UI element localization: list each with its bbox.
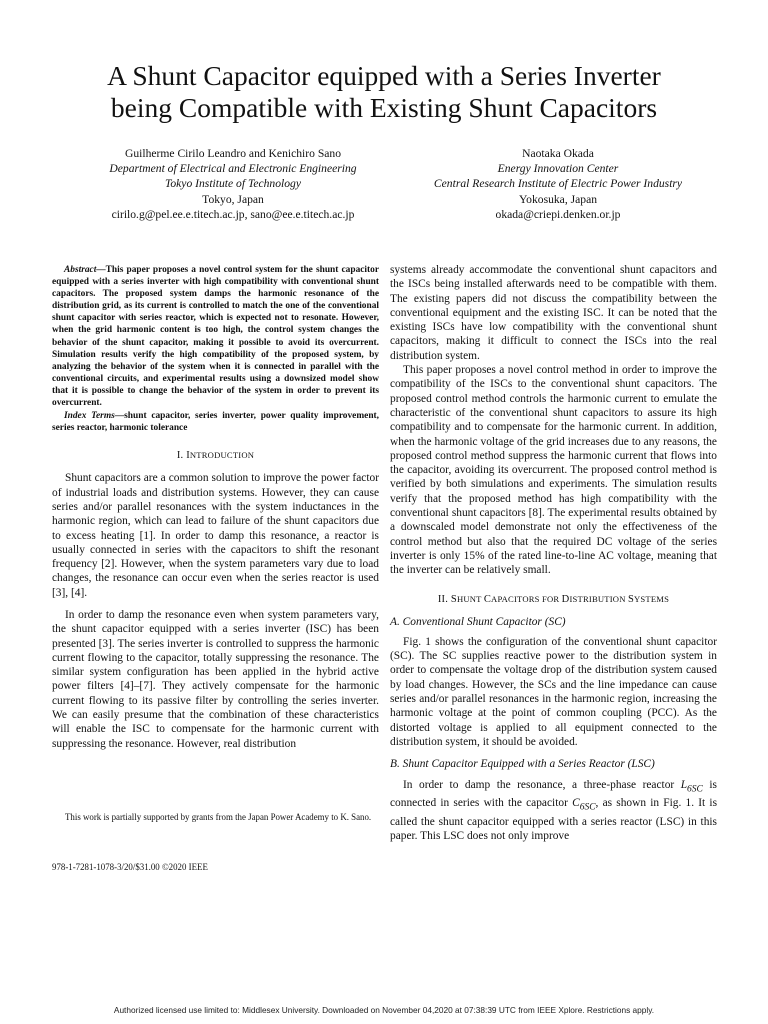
index-terms-label: Index Terms — [64, 411, 115, 422]
author-location: Tokyo, Japan — [202, 192, 264, 206]
symbol-L: L — [680, 778, 688, 791]
section-title-part: APACITORS FOR — [491, 593, 562, 604]
author-institute: Tokyo Institute of Technology — [164, 177, 301, 191]
left-column — [52, 264, 379, 751]
author-department: Energy Innovation Center — [497, 162, 619, 176]
index-terms — [52, 410, 379, 434]
text-run: In order to damp the resonance, a three-phase reactor — [403, 778, 681, 791]
author-email: okada@criepi.denken.or.jp — [495, 207, 621, 221]
symbol-subscript: 6SC — [579, 802, 596, 813]
symbol-subscript: 6SC — [687, 783, 703, 794]
section-title-part: HUNT — [456, 593, 484, 604]
subsection-heading-a: A. Conventional Shunt Capacitor (SC) — [390, 615, 566, 628]
paper-title — [40, 60, 728, 124]
title-line-2: being Compatible with Existing Shunt Capacitors — [110, 92, 658, 123]
author-block-left — [52, 146, 414, 222]
section-title-part: YSTEMS — [634, 593, 670, 604]
abstract-label: Abstract — [64, 265, 97, 275]
copyright-line: 978-1-7281-1078-3/20/$31.00 ©2020 IEEE — [52, 862, 208, 872]
section-title-cap: S — [627, 593, 635, 605]
section-numeral: II. S — [437, 593, 457, 605]
paragraph: systems already accommodate the conventional shunt capacitors and the ISCs being installed afterwards need to be compatible with them. The existing papers did not discuss the compatibility between the conventional equipment and the existing ISC. It can be noted that the existing ISCs have low compatibility with the conventional shunt capacitors, making it difficult to connect the ISCs into the real distribution system. — [390, 264, 717, 362]
paragraph: In order to damp the resonance even when system parameters vary, the shunt capacitor equipped with a series inverter (ISC) has been presented [3]. The series inverter is controlled to suppress the harmonic current flowing to the capacitor, totally suppressing the resonance. The similar system configuration has been applied in the hybrid active power filters [4]–[7]. They actively compensate for the harmonic current flowing to its passive filter by controlling the series inverter. We can easily presume that the combination of these characteristics will enable the ISC to compensate for the harmonic current with suppressing the resonance. However, real distribution — [52, 608, 379, 750]
section-title-cap: C — [483, 593, 492, 605]
author-block-right — [398, 146, 718, 222]
author-location: Yokosuka, Japan — [518, 192, 598, 206]
symbol-C: C — [572, 797, 580, 810]
license-notice: Authorized licensed use limited to: Middlesex University. Downloaded on November 04,2020 at 07:38:39 UTC from IEEE Xplore. Restrictions apply. — [113, 1005, 655, 1015]
paragraph: This paper proposes a novel control method in order to improve the compatibility of the ISCs to the conventional shunt capacitors. The proposed control method controls the harmonic current to emulate the characteristic of the conventional shunt capacitors to assure its high compatibility and to compensate for the harmonic current. In addition, when the harmonic voltage of the grid increases due to any reasons, the proposed control method suppress the harmonic current that flows into the capacitor, avoiding its overcurrent. The proposed control method is verified by both simulations and experiments. The simulation results verify that the proposed method has high compatibility with the conventional shunt capacitors [8]. The experimental results obtained by a downscaled model demonstrate not only the effectiveness of the control method but also that the required DC voltage of the series inverter is only 15% of the rated line-to-line AC voltage, meaning that the inverter can be relatively small. — [390, 364, 717, 577]
section-heading-shunt-capacitors — [390, 593, 717, 606]
abstract — [52, 264, 379, 409]
paragraph — [390, 778, 717, 844]
paragraph: Fig. 1 shows the configuration of the conventional shunt capacitor (SC). The SC supplies reactive power to the distribution system in order to compensate the voltage drop of the distribution system caused by load changes. However, the SCs and the line impedance can cause series and/or parallel resonances in the harmonic region, increasing the harmonic voltage at the point of common coupling (PCC). As the distorted voltage is applied to all equipment connected to the distribution system, it should be avoided. — [390, 635, 717, 748]
author-names: Guilherme Cirilo Leandro and Kenichiro Sano — [124, 147, 342, 160]
section-heading-introduction — [52, 449, 379, 462]
footnote: This work is partially supported by grants from the Japan Power Academy to K. Sano. — [65, 812, 372, 822]
text-run: , as shown in Fig. 1. It is called the shunt capacitor equipped with a series reactor (LSC) in this paper. This LSC does not only improve — [390, 797, 718, 842]
section-title-cap: D — [561, 593, 570, 605]
subsection-heading-b: B. Shunt Capacitor Equipped with a Series Reactor (LSC) — [390, 758, 655, 771]
author-department: Department of Electrical and Electronic Engineering — [109, 162, 357, 176]
author-names: Naotaka Okada — [522, 147, 594, 160]
index-terms-text: —shunt capacitor, series inverter, power quality improvement, series reactor, harmonic tolerance — [52, 411, 379, 434]
paragraph: Shunt capacitors are a common solution to improve the power factor of industrial loads and distribution systems. However, they can cause series and/or parallel resonances with the system inductances in the harmonic region, which can lead to failure of the shunt capacitors due to excess heating [1]. In order to damp this resonance, a reactor is usually connected in series with the capacitors to shift the resonant frequency [2]. However, when the system parameters vary due to load changes, the resonance can occur even when the series reactor is used [3], [4]. — [52, 472, 379, 599]
section-title-rest: NTRODUCTION — [189, 450, 255, 461]
author-institute: Central Research Institute of Electric Power Industry — [433, 177, 683, 191]
author-email: cirilo.g@pel.ee.e.titech.ac.jp, sano@ee.e.titech.ac.jp — [111, 207, 355, 221]
section-title-part: ISTRIBUTION — [569, 593, 628, 604]
abstract-text: —This paper proposes a novel control system for the shunt capacitor equipped with a series inverter with high compatibility with conventional shunt capacitors. The proposed system damps the harmonic resonance of the distribution grid, as its current is controlled to match the one of the conventional shunt capacitor with series reactor, which is expected not to resonate. However, when the grid harmonic content is too high, the control system changes the behavior of the shunt capacitor, making it possible to avoid its overcurrent. Simulation results verify the high compatibility of the proposed system, by analyzing the behavior of the system when it is connected in parallel with the conventional circuits, and experimental results using a downsized model show that it is possible to change the behavior of the system in order to prevent its overcurrent. — [52, 265, 379, 409]
title-line-1: A Shunt Capacitor equipped with a Series Inverter — [107, 60, 661, 91]
text-run: is connected in series with the capacitor — [390, 778, 717, 810]
section-numeral: I. I — [176, 450, 190, 462]
right-column — [390, 263, 717, 843]
